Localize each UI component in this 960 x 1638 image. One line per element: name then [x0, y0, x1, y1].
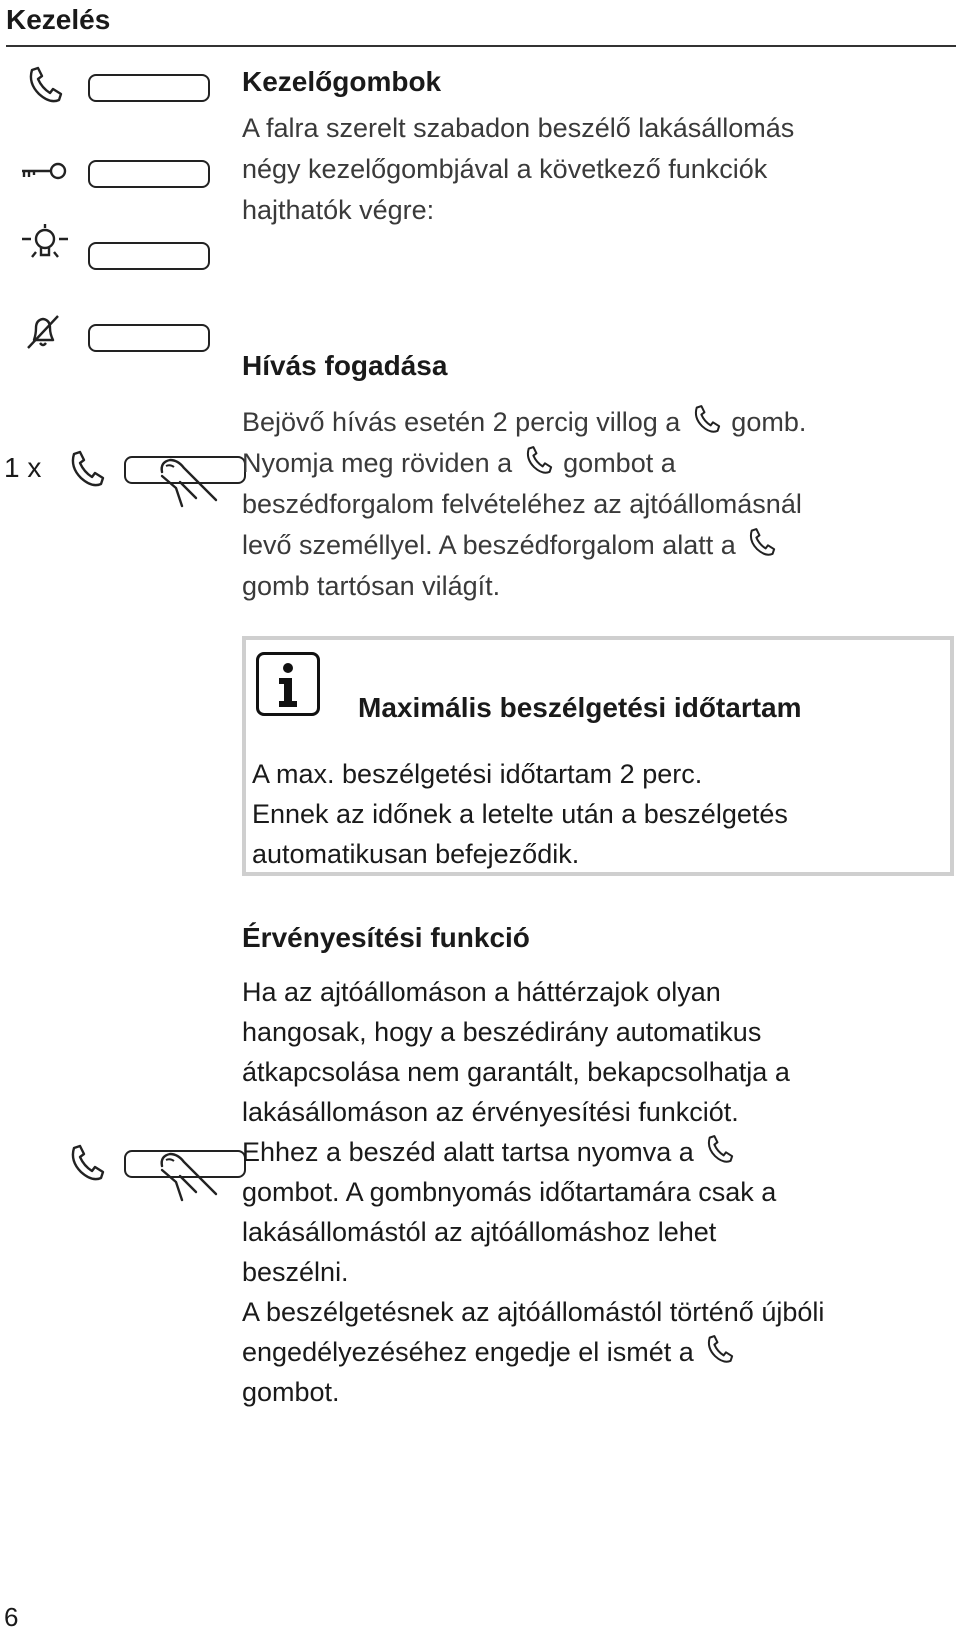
page-number: 6 — [4, 1602, 19, 1632]
light-icon — [18, 222, 72, 272]
handset-icon — [743, 526, 779, 560]
validation-title: Érvényesítési funkció — [242, 922, 530, 953]
section-title: Kezelés — [6, 4, 111, 35]
text-line: lakásállomáson az érvényesítési funkciót. — [242, 1097, 739, 1127]
text-line: A max. beszélgetési időtartam 2 perc. — [252, 759, 703, 789]
text-line: hajthatók végre: — [242, 195, 435, 225]
handset-icon — [64, 448, 108, 492]
text-line: lakásállomástól az ajtóállomáshoz lehet — [242, 1217, 717, 1247]
press-count: 1 x — [4, 452, 42, 483]
mute-button[interactable] — [88, 324, 210, 352]
text-line: gomb tartósan világít. — [242, 571, 501, 601]
text-line: levő személlyel. A beszédforgalom alatt a — [242, 530, 736, 560]
controls-title: Kezelőgombok — [242, 66, 442, 97]
handset-icon — [22, 64, 66, 108]
text-line: átkapcsolása nem garantált, bekapcsolhatja a — [242, 1057, 790, 1087]
text-line: gombot. — [242, 1377, 340, 1407]
handset-icon — [64, 1142, 108, 1186]
door-open-button[interactable] — [88, 160, 210, 188]
info-box — [242, 636, 954, 876]
text-line: Ehhez a beszéd alatt tartsa nyomva a — [242, 1137, 694, 1167]
text-line: gombot a — [563, 448, 676, 478]
handset-icon — [688, 403, 724, 437]
text-line: beszédforgalom felvételéhez az ajtóállomásnál — [242, 489, 802, 519]
bell-off-icon — [20, 312, 64, 352]
text-line: Ennek az időnek a letelte után a beszélgetés — [252, 799, 788, 829]
text-line: gombot. A gombnyomás időtartamára csak a — [242, 1177, 777, 1207]
text-line: Bejövő hívás esetén 2 percig villog a — [242, 407, 681, 437]
text-line: A falra szerelt szabadon beszélő lakásállomás — [242, 113, 795, 143]
header-rule — [6, 45, 956, 47]
text-line: A beszélgetésnek az ajtóállomástól történő újbóli — [242, 1297, 825, 1327]
incoming-call-title: Hívás fogadása — [242, 350, 448, 381]
handset-icon — [701, 1133, 737, 1167]
key-icon — [18, 156, 68, 186]
call-button[interactable] — [88, 74, 210, 102]
text-line: Ha az ajtóállomáson a háttérzajok olyan — [242, 977, 721, 1007]
text-line: beszélni. — [242, 1257, 349, 1287]
handset-icon — [520, 444, 556, 478]
text-line: négy kezelőgombjával a következő funkciók — [242, 154, 768, 184]
text-line: automatikusan befejeződik. — [252, 839, 580, 869]
info-title: Maximális beszélgetési időtartam — [358, 692, 802, 723]
pressing-finger-icon — [156, 1146, 226, 1226]
text-line: hangosak, hogy a beszédirány automatikus — [242, 1017, 762, 1047]
info-icon — [256, 652, 320, 716]
pressing-finger-icon — [156, 452, 226, 532]
text-line: gomb. — [731, 407, 807, 437]
text-line: engedélyezéséhez engedje el ismét a — [242, 1337, 694, 1367]
light-button[interactable] — [88, 242, 210, 270]
handset-icon — [701, 1333, 737, 1367]
text-line: Nyomja meg röviden a — [242, 448, 513, 478]
